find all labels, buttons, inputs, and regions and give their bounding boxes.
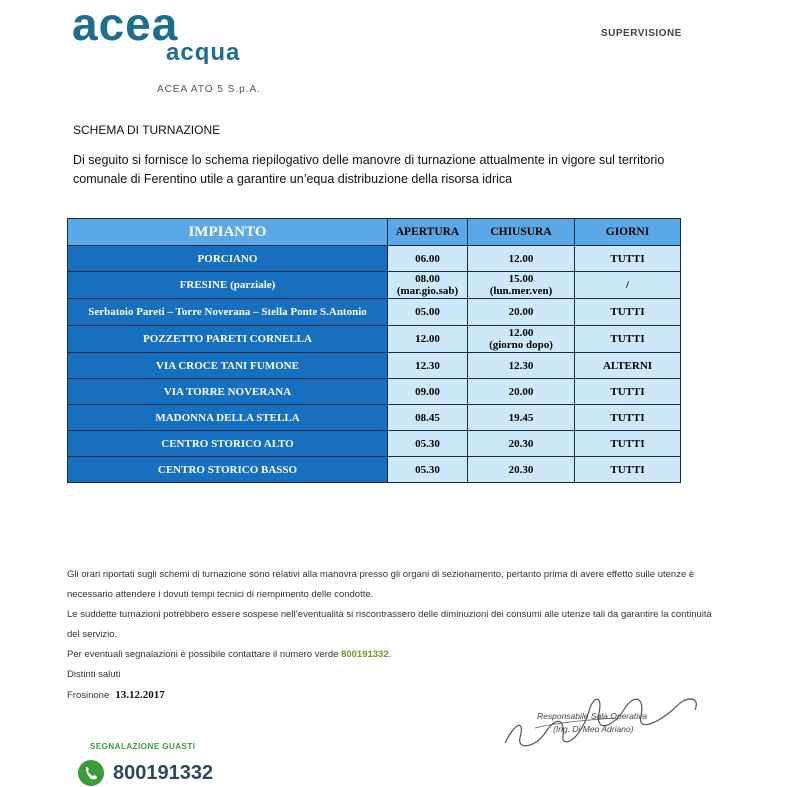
giorni-cell: / (575, 272, 681, 299)
logo-text: acea (72, 4, 179, 50)
chiusura-cell: 19.45 (468, 405, 575, 431)
place: Frosinone (67, 690, 110, 701)
acea-logo (70, 4, 270, 64)
apertura-cell: 12.00 (388, 326, 468, 353)
date: 13.12.2017 (115, 689, 165, 701)
footer-paragraph: Le suddette turnazioni potrebbero essere sospese nell’eventualità si riscontrassero delle diminuzioni dei consumi alle utenze tali da garantire la continuità del servizio. (67, 609, 712, 640)
header-apertura: APERTURA (388, 219, 468, 246)
table-row (68, 457, 681, 483)
giorni-cell: TUTTI (575, 299, 681, 326)
apertura-cell: 08.45 (388, 405, 468, 431)
footer-notes (67, 565, 717, 706)
page-title: SCHEMA DI TURNAZIONE (73, 123, 221, 137)
chiusura-cell: 20.30 (468, 431, 575, 457)
table-row (68, 326, 681, 353)
chiusura-cell (468, 326, 575, 353)
phone-icon (77, 759, 105, 787)
header-giorni: GIORNI (575, 219, 681, 246)
chiusura-note: (giorno dopo) (489, 339, 553, 351)
signer-role: Responsabile Sala Operativa (537, 711, 648, 721)
impianto-cell: CENTRO STORICO BASSO (68, 457, 388, 483)
apertura-cell: 05.30 (388, 431, 468, 457)
giorni-cell: TUTTI (575, 326, 681, 353)
table-header-row (68, 219, 681, 246)
intro-paragraph: Di seguito si fornisce lo schema riepilogativo delle manovre di turnazione attualmente in vigore sul territorio comunale di Ferentino utile a garantire un’equa distribuzione della risorsa idrica (73, 153, 665, 186)
fault-report-label: SEGNALAZIONE GUASTI (90, 742, 196, 751)
chiusura-value: 12.00 (508, 327, 534, 339)
giorni-cell: TUTTI (575, 405, 681, 431)
table-row (68, 246, 681, 272)
header-chiusura: CHIUSURA (468, 219, 575, 246)
table-row (68, 431, 681, 457)
apertura-note: (mar.gio.sab) (396, 285, 459, 297)
header-impianto: IMPIANTO (68, 219, 388, 246)
fault-report-number: 800191332 (113, 762, 214, 784)
apertura-cell: 05.00 (388, 299, 468, 326)
giorni-cell: TUTTI (575, 246, 681, 272)
closing-text: Distinti saluti (67, 669, 121, 680)
contact-text: Per eventuali segnalazioni è possibile contattare il numero verde (67, 649, 339, 660)
impianto-cell: PORCIANO (68, 246, 388, 272)
logo-subtext: acqua (166, 39, 241, 64)
chiusura-cell: 12.30 (468, 353, 575, 379)
company-name: ACEA ATO 5 S.p.A. (157, 84, 261, 95)
impianto-cell: VIA CROCE TANI FUMONE (68, 353, 388, 379)
chiusura-cell: 20.00 (468, 299, 575, 326)
signer-name: (Ing. Di Meo Adriano) (553, 724, 634, 734)
footer-contact-line (67, 645, 717, 665)
table-row (68, 405, 681, 431)
chiusura-cell: 20.00 (468, 379, 575, 405)
apertura-cell: 06.00 (388, 246, 468, 272)
apertura-cell: 12.30 (388, 353, 468, 379)
toll-free-number: 800191332 (341, 649, 389, 660)
giorni-cell: TUTTI (575, 431, 681, 457)
contact-suffix: . (388, 649, 392, 660)
handwritten-signature (495, 688, 710, 758)
chiusura-cell: 12.00 (468, 246, 575, 272)
table-row (68, 379, 681, 405)
impianto-cell: MADONNA DELLA STELLA (68, 405, 388, 431)
chiusura-note: (lun.mer.ven) (489, 285, 553, 297)
chiusura-value: 15.00 (508, 273, 534, 285)
schedule-table (67, 218, 681, 483)
giorni-cell: TUTTI (575, 457, 681, 483)
impianto-cell: Serbatoio Pareti – Torre Noverana – Stella Ponte S.Antonio (68, 299, 388, 326)
table-row (68, 353, 681, 379)
table-row (68, 299, 681, 326)
table-row (68, 272, 681, 299)
impianto-cell: FRESINE (parziale) (68, 272, 388, 299)
impianto-cell: POZZETTO PARETI CORNELLA (68, 326, 388, 353)
apertura-value: 08.00 (415, 273, 440, 285)
footer-paragraph: Gli orari riportati sugli schemi di turnazione sono relativi alla manovra presso gli organi di sezionamento, pertanto prima di avere effetto sulle utenze è necessario attendere i dovuti tempi tecnici di riempimento delle condotte. (67, 569, 695, 600)
giorni-cell: TUTTI (575, 379, 681, 405)
impianto-cell: CENTRO STORICO ALTO (68, 431, 388, 457)
department-label: SUPERVISIONE (601, 28, 682, 39)
giorni-cell: ALTERNI (575, 353, 681, 379)
chiusura-cell: 20.30 (468, 457, 575, 483)
impianto-cell: VIA TORRE NOVERANA (68, 379, 388, 405)
apertura-cell (388, 272, 468, 299)
apertura-cell: 09.00 (388, 379, 468, 405)
chiusura-cell (468, 272, 575, 299)
apertura-cell: 05.30 (388, 457, 468, 483)
